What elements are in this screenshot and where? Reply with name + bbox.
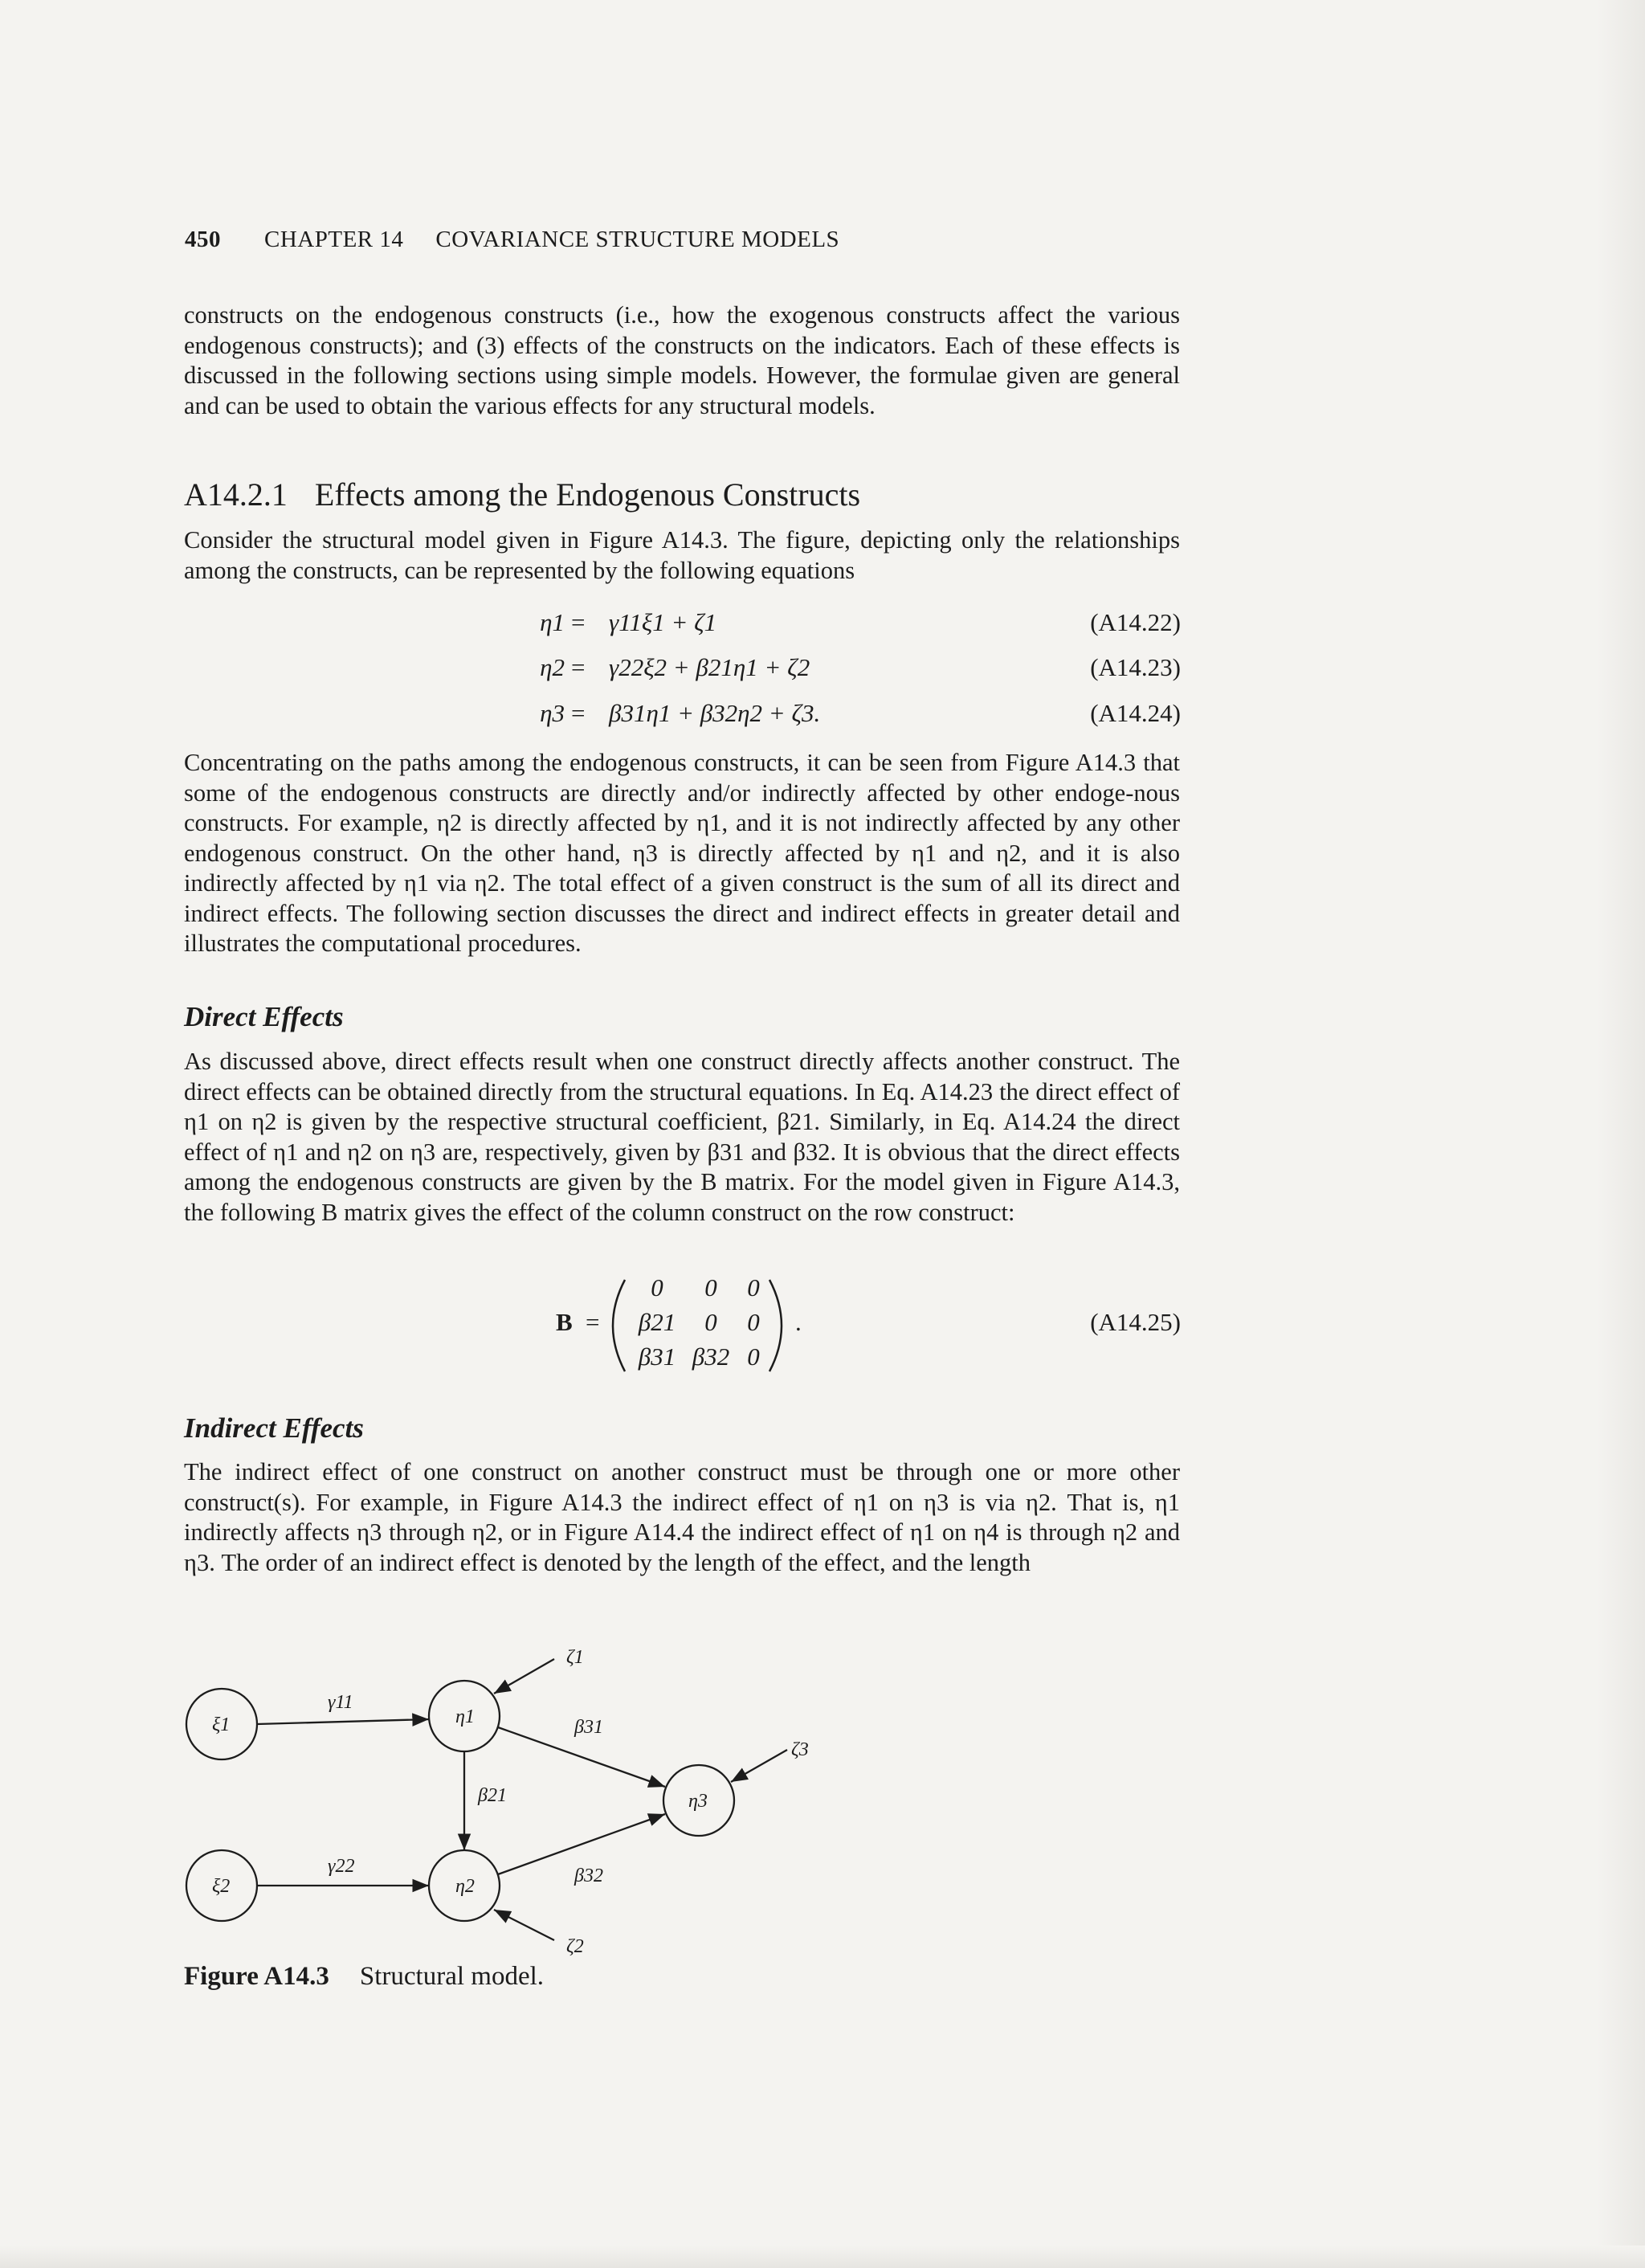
matrix-name: B <box>556 1308 573 1336</box>
eta3-label: η3 <box>688 1791 708 1812</box>
gamma11-path <box>257 1719 429 1724</box>
equation-lhs: η1 <box>540 608 565 636</box>
matrix-cell: 0 <box>651 1273 663 1302</box>
equation-number: (A14.24) <box>1090 699 1181 727</box>
consider-paragraph: Consider the structural model given in Figure A14.3. The figure, depicting only the relationships among the constructs, can be represented by the following equations <box>184 526 1180 584</box>
chapter-title: COVARIANCE STRUCTURE MODELS <box>435 227 840 252</box>
zeta3-label: ζ3 <box>791 1739 809 1760</box>
equation-row <box>0 699 1645 739</box>
direct-effects-paragraph: As discussed above, direct effects result when one construct directly affects another construct. The direct effects can be obtained directly from the structural equations. In Eq. A14.23 the direct effect of η1 on η2 is given by the respective structural coefficient, β21. Similarly, in Eq. A14.24 the direct effect of η1 and η2 on η3 are, respectively, given by β31 and β32. It is obvious that the direct effects among the endogenous constructs are given by the B matrix. For the model given in Figure A14.3, the following B matrix gives the effect of the column construct on the row construct: <box>184 1048 1180 1226</box>
xi2-label: ξ2 <box>212 1876 231 1897</box>
figure-caption <box>184 1962 544 1992</box>
section-title: Effects among the Endogenous Constructs <box>314 476 861 513</box>
equation-number: (A14.22) <box>1090 608 1181 636</box>
equation-row <box>0 608 1645 648</box>
running-head <box>185 227 839 253</box>
concentrating-paragraph: Concentrating on the paths among the endogenous constructs, it can be seen from Figure A14.3 that some of the endogenous constructs are directly and/or indirectly affected by other endoge-nous constructs. For example, η2 is directly affected by η1, and it is not indirectly affected by any other endogenous construct. On the other hand, η3 is directly affected by η1 and η2, and it is also indirectly affected by η1 via η2. The total effect of a given construct is the sum of all its direct and indirect effects. The following section discusses the direct and indirect effects in greater detail and illustrates the computational procedures. <box>184 749 1180 957</box>
beta32-label: β32 <box>574 1865 603 1886</box>
matrix-cell: β32 <box>692 1342 730 1371</box>
beta21-label: β21 <box>478 1785 507 1806</box>
matrix-cell: β31 <box>638 1342 676 1371</box>
matrix-cell: 0 <box>747 1308 760 1336</box>
equation-lhs: η2 <box>540 653 565 681</box>
zeta2-path <box>494 1910 554 1940</box>
equals-sign: = <box>586 1308 600 1336</box>
matrix-cell: β21 <box>638 1308 676 1336</box>
intro-paragraph: constructs on the endogenous constructs (i.e., how the exogenous constructs affect the various endogenous constructs); and (3) effects of the constructs on the indicators. Each of these effects is discussed in the following sections using simple models. However, the formulae given are general and can be used to obtain the various effects for any structural models. <box>184 301 1180 419</box>
zeta3-path <box>731 1750 787 1782</box>
matrix-equation-row <box>0 1308 1645 1348</box>
section-number: A14.2.1 <box>184 476 288 513</box>
gamma11-label: γ11 <box>328 1692 353 1713</box>
equation-number: (A14.25) <box>1090 1308 1181 1336</box>
indirect-effects-heading: Indirect Effects <box>184 1412 364 1444</box>
matrix-cell: 0 <box>747 1342 760 1371</box>
page-bottom-shadow <box>0 2246 1645 2268</box>
page-edge-shadow <box>1597 0 1645 2268</box>
xi1-label: ξ1 <box>212 1714 231 1735</box>
structural-model-figure <box>161 1639 884 1957</box>
equals-sign: = <box>571 653 586 681</box>
indirect-effects-paragraph: The indirect effect of one construct on another construct must be through one or more other construct(s). For example, in Figure A14.3 the indirect effect of η1 on η3 is via η2. That is, η1 indirectly affects η3 through η2, or in Figure A14.4 the indirect effect of η1 on η4 is through η2 and η3. The order of an indirect effect is denoted by the length of the effect, and the length <box>184 1458 1180 1576</box>
chapter-label: CHAPTER 14 <box>264 227 404 252</box>
figure-caption-label: Figure A14.3 <box>184 1962 329 1991</box>
equation-rhs: γ22ξ2 + β21η1 + ζ2 <box>609 653 810 681</box>
zeta2-label: ζ2 <box>566 1936 584 1957</box>
direct-effects-heading: Direct Effects <box>184 1001 344 1032</box>
matrix-cell: 0 <box>704 1308 717 1336</box>
figure-caption-text: Structural model. <box>359 1962 545 1991</box>
equation-row <box>0 653 1645 693</box>
beta31-label: β31 <box>574 1717 603 1738</box>
equation-number: (A14.23) <box>1090 653 1181 681</box>
matrix-period: . <box>795 1308 802 1336</box>
zeta1-path <box>494 1659 554 1694</box>
equation-rhs: β31η1 + β32η2 + ζ3. <box>609 699 821 727</box>
section-heading <box>184 476 860 513</box>
matrix-cell: 0 <box>747 1273 760 1302</box>
eta2-label: η2 <box>455 1876 475 1897</box>
equals-sign: = <box>571 699 586 727</box>
eta1-label: η1 <box>455 1706 475 1727</box>
matrix-cell: 0 <box>704 1273 717 1302</box>
zeta1-label: ζ1 <box>566 1647 584 1668</box>
gamma22-label: γ22 <box>328 1856 355 1877</box>
equation-lhs: η3 <box>540 699 565 727</box>
equals-sign: = <box>571 608 586 636</box>
page-number: 450 <box>185 227 221 252</box>
equation-rhs: γ11ξ1 + ζ1 <box>609 608 717 636</box>
